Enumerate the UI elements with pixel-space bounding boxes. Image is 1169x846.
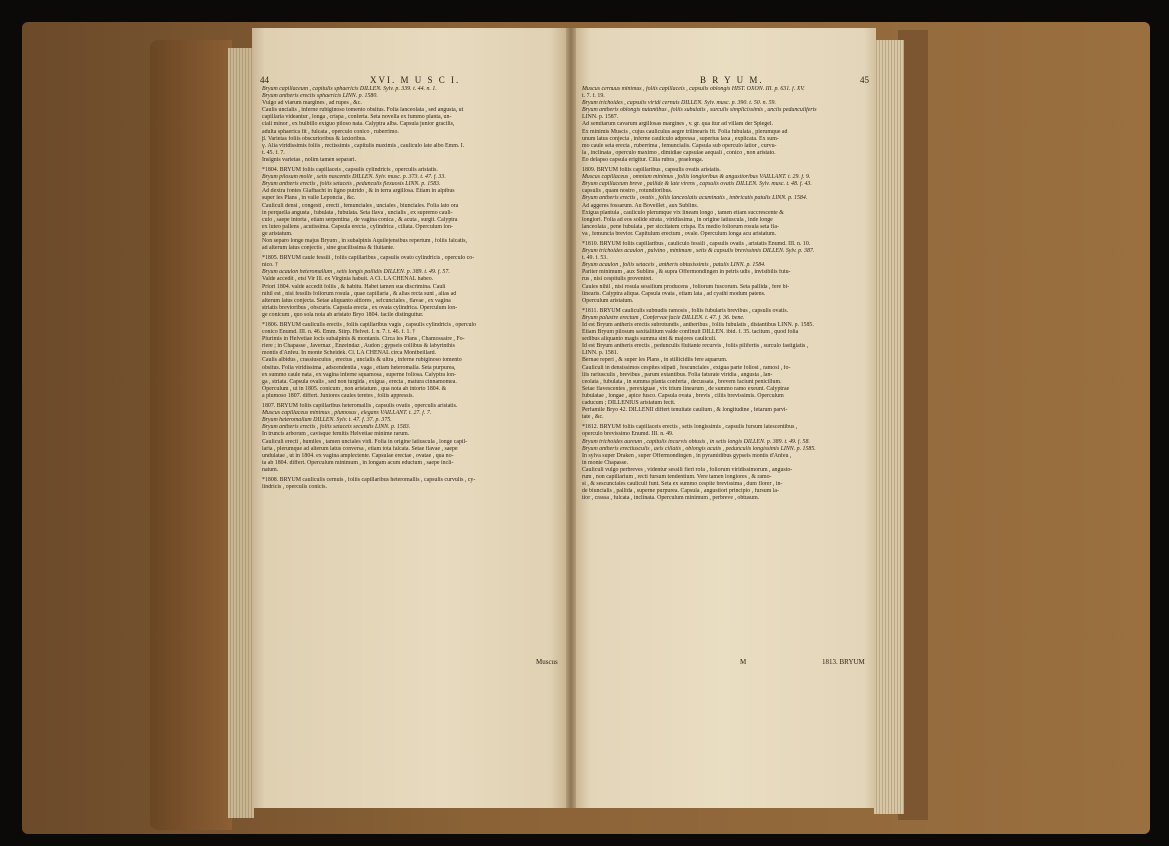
- right-page-number: 45: [860, 75, 869, 85]
- text-line: ad alterum latus conjectis , sine gracilissima & fluitante.: [262, 245, 395, 252]
- text-line: *1811. BRYUM cauliculis subnudis ramosis , foliis fubularis brevibus , capsulis ovatis.: [582, 307, 789, 314]
- text-line: t. 7. f. 19.: [582, 93, 605, 100]
- text-line: in perquella angusta , fubulata , fubulata. Seta flava , uncialis , ex supremo cauli-: [262, 209, 453, 216]
- right-running-head: B R Y U M.: [700, 75, 764, 85]
- text-line: mo caule seta erecta , ruberrima , femuncialis. Capsula sub operculo latior , curvu-: [582, 142, 777, 149]
- book-cover-left: [150, 40, 232, 830]
- page-edges-right: [874, 40, 904, 814]
- text-line: laria , plerumque ad alterum latus conversa , etiam tota falcata. Setae flavae , saepe: [262, 445, 458, 452]
- text-line: Insignis varietas , nolim tamen separari.: [262, 156, 357, 163]
- text-line: *1810. BRYUM foliis capillaribus , cauliculo fessili , capsulis ovatis , aristatis Enumd. III. n. 10.: [582, 240, 811, 247]
- text-line: longiori. Folia ad eos solide strata , viridissima , in origine latiuscula , inde longe: [582, 216, 773, 223]
- text-line: lanceolata , pene fubulata , per siccitatem crispa. Ex medio foliorum rosula seta fla-: [582, 223, 779, 230]
- text-line: si , & sescunciales cauliculi funt. Seta ex summo cespite brevissima , dum florer , in-: [582, 481, 783, 488]
- text-line: Id est Bryum antheris erectis subrotundis , antheribus , foliis fubulatis , distantibus LINN. p. 1585.: [582, 322, 814, 328]
- text-line: Perfamile Bryo 42. DILLENII differt tenuitate caulium , & longitudine , fetarum parvi-: [582, 407, 788, 414]
- text-line: Setae flavescentes , perexiguae , vix trium linearum , de summo ramo exeunt. Calyptrae: [582, 385, 790, 392]
- text-line: Cauliculi densi , congesti , erecti , femunciales , unciales , biunciales. Folia lato ora: [262, 202, 459, 209]
- text-line: la , inclinata , operculo maximo , dimidiae capsulae aequali , conico , non aristato.: [582, 149, 776, 156]
- text-line: Non separo longe majus Bryum , in subalpinis Aquilejensibus repertum , foliis falcatis,: [262, 237, 467, 244]
- text-line: ge conicum , quo sola nota ab aristato Bryo 1804. facile distinguitur.: [262, 311, 424, 318]
- left-page-number: 44: [260, 75, 269, 85]
- text-line: Muscus capillaceus minimus , plumosus , elegans VAILLANT. t. 27. f. 7.: [262, 410, 432, 417]
- text-line: LINN. p. 1581.: [582, 350, 619, 357]
- text-line: Bryum antheris oblongis nutantibus , foliis subulatis , surculis simplicissimis , unciis pedunculiferis: [582, 107, 817, 114]
- text-line: striatis brevioribus , obscuris. Capsula erecta , ex ovata cylindrica. Operculum lon-: [262, 304, 458, 311]
- text-line: rum , non capillarium , recti fursum tendentium. Vere tamen longiores , & ramo-: [582, 473, 772, 480]
- left-running-head: XVI. M U S C I.: [370, 75, 461, 85]
- text-line: Bryum palustre erectum , Confervae facie DILLEN. t. 47. f. 36. bene.: [582, 314, 745, 321]
- text-line: va , femuncia brevior. Capitulum erectum , ovale. Operculum longa acu aristatum.: [582, 230, 776, 237]
- text-line: Bryum capillaceum breve , pallide & late virens , capsulis ovatis DILLEN. Sylv. musc. t. 48. f. 43.: [582, 181, 812, 188]
- text-line: Ad dextra fontes Glafhacht in ligno putrido , & in terra argillosa. Etiam in alpibus: [262, 188, 455, 195]
- text-line: capillaria videantur , longa , crispa , conferta. Seta novella ex fummo planta, un-: [262, 114, 452, 121]
- text-line: lindricis , operculis conicis.: [262, 484, 327, 491]
- text-line: Bryum trichoides aureum , capitulis incurvis obtusis , in setis longis DILLEN. p. 389. t. 49. f. 58.: [582, 438, 810, 445]
- text-line: In sylva super Draken , super Offermondingen , in pyramidibus gypseis montis d'Anfeu ,: [582, 452, 792, 459]
- text-line: Bryum acaulon heteromallum , setis longis pallidis DILLEN. p. 389. t. 49. f. 57.: [262, 269, 450, 276]
- text-line: de biuncialis , pallida , superne purpurea. Capsula , angustiori principio , fursum la-: [582, 488, 779, 495]
- text-line: Vulgo ad viarum margines , ad rupes , &c.: [262, 100, 362, 107]
- right-catchword: 1813. BRYUM: [822, 658, 865, 666]
- left-body-text: [262, 86, 562, 491]
- text-line: sedibus aliquanto magis summa sint & majores cauliculi.: [582, 336, 717, 343]
- book-gutter: [566, 28, 576, 808]
- text-line: liis rariusculis , brevibus , parum extantibus. Folia faturate viridia , angusta , lan-: [582, 371, 773, 378]
- text-line: β. Varietas foliis obscurioribus & laxioribus.: [262, 135, 367, 142]
- text-line: Caules nihil , nisi rosula sessilium producens , foliorum fuscorum. Seta pallida , fere bi-: [582, 283, 790, 290]
- text-line: fubulatae , longae , apice fusco. Capsula ovata , brevis , ciliis brevissimis. Operculum: [582, 392, 784, 399]
- page-edges-left: [228, 48, 254, 818]
- text-line: Eo delapso capsula erigitur. Cilia rubra , praelonga.: [582, 156, 704, 163]
- text-line: Ex minimis Muscis , cujus cauliculus aegre trilinearis fit. Folia fubulata , plerumque ad: [582, 128, 788, 135]
- text-line: *1806. BRYUM cauliculis erectis , foliis capillaribus vagis , capsulis cylindricis , operculo: [262, 322, 476, 328]
- text-line: Bryum acaulon , foliis setaceis , antheris obtusissimis , patulis LINN. p. 1584.: [582, 262, 766, 269]
- text-line: Bryum pilosum molle , setis nascentis DILLEN. Sylv. musc. p. 373. t. 47. f. 33.: [262, 174, 446, 181]
- text-line: t. 45. f. 7.: [262, 149, 285, 156]
- text-line: adulta sphaerica fit , fulcata , operculo conico , ruberrimo.: [262, 128, 399, 135]
- text-line: Bryum capillaceum , capitulis sphaericis DILLEN. Sylv. p. 339. t. 44. n. 1.: [262, 86, 437, 92]
- text-line: ta ab 1804. differt. Operculum minimum , in longam acum eductum , saepe incli-: [262, 459, 454, 466]
- text-line: alterum latus conjecta. Setae aliquanto altiores , sefcunciales , flavae , ex vagina: [262, 297, 451, 304]
- text-line: tior , crassa , fulcata , inclinata. Operculum minimum , perbreve , obtusum.: [582, 495, 760, 502]
- text-line: culo , saepe intorta , etiam serpentina , de vagina conica , & acuta , surgit. Calyptra: [262, 216, 458, 223]
- text-line: ciali minor , ex bulbillo exiguo piloso nata. Calyptra alba. Capsula junior gracilis,: [262, 121, 455, 128]
- text-line: ga , striata. Capsula ovalis , sed non turgida , exigua , erecta , matura cinnamomea.: [262, 378, 457, 385]
- text-line: *1812. BRYUM foliis capillaceis erectis , setis longissimis , capsulis fursum latescentibus ,: [582, 424, 798, 431]
- text-line: LINN. p. 1587.: [582, 114, 619, 121]
- text-line: Bryum heteromallum DILLEN. Sylv. t. 47. f. 37. p. 375.: [262, 417, 392, 424]
- text-line: unum latus conjecta , inferne cauliculo adpressa , superius laxa , explicata. Ex sum-: [582, 135, 779, 142]
- text-line: rus , nisi cespitulis provenirei.: [582, 276, 654, 283]
- text-line: Plurimis in Helvetiae locis subalpinis & montanis. Circa les Plans , Chamossaire , Fo-: [262, 336, 465, 343]
- text-line: super les Plans , in valle Leponcia , &c.: [262, 195, 356, 202]
- text-line: nico. †: [262, 262, 279, 269]
- text-line: operculo brevissimo Enumd. III. n. 49.: [582, 431, 674, 438]
- text-line: Id est Bryum antheris erectis , pedunculis fluitante recurvis , foliis pilifertis , surculo fastigiatis ,: [582, 343, 809, 350]
- text-line: Operculum aristatum.: [582, 297, 634, 304]
- text-line: *1804. BRYUM foliis capillaceis , capsulis cylindricis , operculis aristatis.: [262, 167, 438, 174]
- text-line: riere ; in Chapasse , Javernaz , Enzeindaz , Audon ; gypseis collibus & labyrinthis: [262, 343, 455, 350]
- text-line: Bryum antheris erectis sphaericis LINN. p. 1580.: [262, 93, 378, 100]
- text-line: caducum ; DILLENIUS aristatum fecit.: [582, 400, 676, 407]
- signature-mark: M: [740, 658, 747, 666]
- text-line: nihil est , nisi fessilis foliorum rosula , quae capillaria , & alias recta sunt , alias ad: [262, 290, 457, 297]
- text-line: Ad aggeres fossarum. Au Boveillet , aux Sublins.: [582, 202, 699, 209]
- text-line: ex luteo pallens , acutissima. Capsula erecta , cylindrica , ciliata. Operculum lon-: [262, 223, 453, 230]
- text-line: Operculum , ut in 1805. conicum , non aristatum , qua nota ab intorto 1804. &: [262, 385, 447, 392]
- text-line: Cauliculi erecti , humiles , tamen unciales vidi. Folia in origine latiuscula , longe capil-: [262, 438, 468, 445]
- text-line: *1808. BRYUM cauliculis cernuis , foliis capillaribus heteromallis , capsulis curvulis , cy-: [262, 476, 476, 483]
- text-line: Valde accedit , etsi Vir Ill. ex Virginia habuit. A Cl. LA CHENAL habeo.: [262, 276, 434, 283]
- text-line: *1805. BRYUM caule fessili , foliis capillaribus , capsulis ovato cylindricis , operculo co-: [262, 255, 475, 262]
- text-line: Bryum antheris erectiusculis , aeis ciliatis , oblongis acutis , pedunculis longissimis LINN. p. 1585.: [582, 445, 816, 452]
- text-line: montis d'Anfeu. In monte Scheidek. Cl. LA CHENAL circa Montbeillard.: [262, 350, 437, 357]
- text-line: ex summo caule nata , ex vagina inferne squamosa , superne foliosa. Calyptra lon-: [262, 371, 457, 378]
- text-line: Cauliculi in densissimos cespites stipati , fescunciales , exigua parte foliosi , ramosi , fo-: [582, 364, 791, 371]
- right-body-text: [582, 86, 870, 502]
- text-line: Caulis uncialis , inferne rubiginoso tomento obsitus. Folia lanceolata , sed angusta, ut: [262, 107, 464, 114]
- text-line: Cauliculi vulgo perbreves , videntur sessili fieri rofa , foliorum viridissimorum , angusto-: [582, 466, 793, 473]
- text-line: linearis. Calyptra aliqua. Capsula ovata , etiam lata , ad cyathi modum patens.: [582, 290, 766, 297]
- text-line: ge aristatum.: [262, 230, 293, 237]
- text-line: undulatae , ut in 1804. ex vagina amplectente. Capsulae erectae , ovatae , qua no-: [262, 452, 454, 459]
- text-line: Muscus capillaceus , omnium minimus , foliis longioribus & angustioribus VAILLANT. t. 29. f. 9.: [582, 174, 811, 181]
- text-line: capsulis , quam nostro , rotundioribus.: [582, 188, 673, 195]
- text-line: t. 49. f. 53.: [582, 255, 608, 262]
- text-line: Exigua plantula , cauliculo plerumque vix lineam longo , tamen etiam succrescente &: [582, 209, 784, 216]
- text-line: Bernae reperi , & super les Plans , in stillicidiis fere aquarum.: [582, 357, 728, 364]
- text-line: 1807. BRYUM foliis capillaribus heteromallis , capsulis ovatis , operculis aristatis.: [262, 403, 458, 410]
- text-line: Pariter minimum , aux Sublins , & supra Offermondingen in petris udis , invisibilis futu-: [582, 269, 791, 276]
- text-line: Caulis albidus , crassiusculus , erectus , uncialis & ultra , inferne rubiginoso tomento: [262, 357, 462, 364]
- text-line: Bryum antheris erectis , foliis setaceis secundis LINN. p. 1583.: [262, 424, 411, 431]
- text-line: ceolata , fubulata , in summa planta conferta , decussata , brevem faciunt penicillum.: [582, 378, 782, 385]
- left-catchword: Muscus: [536, 658, 558, 666]
- text-line: natum.: [262, 466, 279, 473]
- text-line: Bryum trichoides , capsulis viridi cernuis DILLEN. Sylv. musc. p. 390. t. 50. n. 59.: [582, 100, 776, 107]
- text-line: Priori 1804. valde accedit foliis , & habitu. Habet tamen sua discrimina. Cauli: [262, 283, 446, 290]
- text-line: Muscus cernuus minimus , foliis capillaceis , capsulis oblongis HIST. OXON. III. p. 631. f. XV.: [582, 86, 805, 92]
- text-line: obsitus. Folia viridissima , adscendentia , vaga , etiam heteromalla. Seta purpurea,: [262, 364, 456, 371]
- text-line: conico Enumd. III. n. 46. Emm. Stirp. Helvet. I. n. 7. t. 46. f. 1. †: [262, 329, 416, 336]
- text-line: 1809. BRYUM foliis capillaribus , capsulis ovatis aristatis.: [582, 167, 721, 174]
- text-line: Bryum trichoides acaulon , pulvino , minimum , setis & capsulis brevissimis DILLEN. Sylv. p. 387.: [582, 248, 815, 255]
- text-line: Ad semitarum cavarum argillosas margines , v. gr. qua itur ad villam der Spiegel.: [582, 121, 773, 128]
- text-line: tate , &c.: [582, 414, 604, 421]
- text-line: Etiam Bryum pilosum saxitalitium valde confinuit DILLEN. ibid. f. 35. tacitum , quod folia: [582, 329, 799, 336]
- text-line: Bryum antheris erectis , ovatis , foliis lanceolatis acuminatis , imbricatis patulis LINN. p. 1584.: [582, 195, 808, 202]
- text-line: In truncis arborum , cavisque femitis Helvetiae minime rarum.: [262, 431, 410, 438]
- text-line: in monte Chapasse.: [582, 459, 628, 466]
- text-line: γ. Alia viridissimis foliis , rectissimis , capitulis maximis , cauliculo late albo Emm. I.: [262, 142, 465, 149]
- text-line: Bryum antheris erectis , foliis setaceis , pedunculis flexuosis LINN. p. 1583.: [262, 181, 441, 188]
- text-line: a plumoso 1807. differt. Juniores caules teretes , foliis appressis.: [262, 392, 414, 399]
